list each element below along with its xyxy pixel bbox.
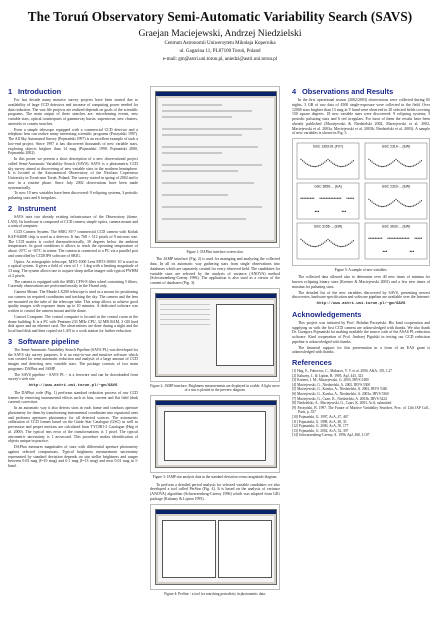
light-curve-point: [327, 198, 328, 199]
light-curve-point: [343, 166, 344, 167]
figure-2-jamp-screenshot: [150, 288, 280, 382]
section-heading-introduction: 1 Introduction: [8, 87, 62, 96]
light-curve-point: [346, 165, 347, 166]
light-curve-point: [410, 206, 411, 207]
light-curve-point: [346, 245, 347, 246]
light-curve-point: [308, 245, 309, 246]
poster-header: [0, 0, 440, 62]
light-curve-point: [376, 238, 377, 239]
light-curve-point: [372, 161, 373, 162]
light-curve-point: [387, 238, 388, 239]
daphot-window: [155, 91, 277, 243]
paragraph: Camera Mount. The Meade LX200 telescope is used as a mount for positioning our camera on required coordinates and tracking the sky. The camera and the lens are mounted on the tube of the telescope tube. This setup allows to achieve good quality images with exposure times up to 10 minutes. A dedicated software was written to control the camera mount and the dome.: [8, 290, 138, 313]
figure-3-caption: Figure 3: JAMP star analysis data in the standard deviation versus magnitude diagram.: [152, 475, 278, 480]
light-curve-point: [321, 198, 322, 199]
light-curve-point: [391, 238, 392, 239]
reference-item: [2] Kaluzny, J., & Lipton, B. 1995, ApJ, 443, 323: [292, 373, 364, 378]
light-curve-point: [353, 198, 354, 199]
light-curve-point: [410, 166, 411, 167]
periodogram-plot: [162, 520, 216, 578]
window-titlebar: [156, 92, 276, 96]
light-curve-point: [345, 165, 346, 166]
light-curve-point: [342, 211, 343, 212]
light-curve-point: [419, 201, 420, 202]
light-curve-point: [332, 163, 333, 164]
paragraph: To perform a detailed period analysis for selected variable candidates we also developed a tool called PerStar (Fig. 4). It is based on the analysis of variance (ANOVA) algorithm (Schwarzenberg-Czerny 1996) which was adopted from GIG package (Kaluzny & Lipton 1995).: [150, 482, 280, 501]
paragraph: For last decade many massive survey projects have been started due to availability of large CCD detectors and increase of computing power needed for data reduction. The vast file projects are realized depends on goals of the scientific programs. The main output of these searches are: microlensing events, new variable stars, optical counterparts of gamma-ray bursts, supernovae, new clusters, asteroids or comets searches.: [8, 98, 138, 126]
reference-item: [1] Høg, E., Fabricius, C., Makarov, V. V. et al. 2000, A&A, 355, L27: [292, 369, 392, 374]
light-curve-point: [381, 238, 382, 239]
light-curve-point: [373, 163, 374, 164]
paragraph: Even a simple telescope equipped with a commercial CCD detector and a telephoto lens can realize many interesting scientific programs (Paczyński 1997). The All Sky Automated Survey (Pojmański 1997) is an excellent example of such a low-end project. Since 1997 it has discovered thousands of new variable stars, exploring objects brighter than 14 mag (Pojmański 1998, Pojmański 2000, Pojmański 2002).: [8, 127, 138, 156]
phased-light-curve: [218, 520, 272, 578]
reference-item: [10] Pojmański, G. 1997, AcA, 47, 467: [292, 414, 349, 419]
light-curve-point: [397, 238, 398, 239]
light-curve-point: [391, 203, 392, 204]
light-curve-point: [337, 198, 338, 199]
light-curve-point: [380, 166, 381, 167]
paragraph: Control Computer. The control computer is located in the control room in the dome building. It is a PC with Pentium 233 MHz CPU, 32 MB RAM, 3 GB hard disk space and an ethernet card. The observations are done during a night and the local hard disk and then copied via LAN to a work station for further reduction.: [8, 314, 138, 333]
light-curve-point: [339, 166, 340, 167]
light-curve-point: [421, 200, 422, 201]
light-curve-point: [305, 243, 306, 244]
light-curve-point: [350, 243, 351, 244]
light-curve-point: [348, 244, 349, 245]
light-curve-point: [370, 238, 371, 239]
light-curve-point: [316, 246, 317, 247]
light-curve-point: [340, 246, 341, 247]
light-curve-point: [327, 159, 328, 160]
light-curve-point: [353, 240, 354, 241]
light-curve-point: [407, 238, 408, 239]
light-curve-point: [419, 238, 420, 239]
light-curve-point: [308, 198, 309, 199]
light-curve-point: [313, 198, 314, 199]
perstar-window: [155, 509, 277, 585]
light-curve-point: [310, 165, 311, 166]
light-curve-point: [408, 238, 409, 239]
light-curve-point: [376, 165, 377, 166]
figure-1-daphot-screenshot: [150, 86, 280, 248]
light-curve-point: [300, 239, 301, 240]
light-curve-point: [342, 246, 343, 247]
light-curve-point: [310, 198, 311, 199]
light-curve-point: [380, 238, 381, 239]
light-curve-point: [399, 201, 400, 202]
light-curve-point: [407, 206, 408, 207]
light-curve-point: [310, 245, 311, 246]
light-curve-point: [407, 166, 408, 167]
light-curve-point: [391, 163, 392, 164]
light-curve-point: [346, 198, 347, 199]
light-curve-point: [375, 164, 376, 165]
light-curve-point: [386, 165, 387, 166]
light-curve-point: [413, 165, 414, 166]
light-curve-point: [405, 238, 406, 239]
light-curve-point: [389, 164, 390, 165]
light-curve-point: [414, 205, 415, 206]
light-curve-point: [370, 160, 371, 161]
light-curve-point: [421, 160, 422, 161]
affiliation-line-1: Centrum Astronomii Uniwersytetu Mikołaja Kopernika: [164, 41, 276, 46]
paragraph: The DAPhot code (Fig. 1) performs standard reduction process of raw CCD frames by removing instrumental effects such as bias, current and flat field (dark current) correction.: [8, 390, 138, 405]
light-curve-point: [318, 245, 319, 246]
affiliation-line-3: e-mail: gm@astri.uni.torun.pl, aniedzi@astri.uni.torun.pl: [162, 57, 278, 62]
light-curve-label: GSC 3156-... (EW): [313, 224, 343, 229]
light-curve-point: [305, 198, 306, 199]
jamp-analysis-window: [155, 400, 277, 468]
authors: Graejan Maciejewski, Andrzej Niedzielski: [138, 28, 302, 39]
light-curve-label: GSC 3632-... (EW): [381, 224, 411, 229]
light-curve-point: [343, 246, 344, 247]
light-curve-point: [312, 198, 313, 199]
light-curve-point: [416, 238, 417, 239]
light-curve-point: [313, 166, 314, 167]
light-curve-point: [340, 198, 341, 199]
figure-3-jamp-analysis: [150, 395, 280, 473]
light-curve-point: [350, 198, 351, 199]
reference-item: [9] Paczyński, B. 1997, The Future of Massive Variability Searches, Proc. of 12th IAP Coll., Paris, p. 357: [292, 405, 430, 415]
paragraph: The detailed list of the new variables discovered by SAVS, presenting newest discoveries, hardware specification and software pipeline are available over the Internet:: [292, 290, 430, 300]
light-curve-point: [395, 199, 396, 200]
figure-5-variable-light-curves: [292, 138, 430, 266]
light-curve-point: [421, 238, 422, 239]
light-curve-point: [305, 163, 306, 164]
light-curve-point: [339, 246, 340, 247]
light-curve-point: [315, 246, 316, 247]
reference-item: [4] Maciejewski, G., Niedzielski, A. 2002, IBVS 5300: [292, 382, 371, 387]
light-curve-point: [403, 165, 404, 166]
light-curve-point: [326, 160, 327, 161]
light-curve-point: [348, 198, 349, 199]
light-curve-point: [383, 166, 384, 167]
light-curve-point: [302, 160, 303, 161]
reference-item: [7] Maciejewski, G., Czart, K., Niedzielski, A. 2003b, IBVS 5424: [292, 396, 387, 401]
column-1: [8, 84, 138, 616]
light-curve-point: [383, 251, 384, 252]
light-curve-point: [394, 200, 395, 201]
light-curve-grid: [293, 139, 429, 263]
light-curve-point: [313, 246, 314, 247]
paragraph: In an automatic way it also detects stars in each frame and conducts aperture photometry for them by transforming instrumental coordinates into equatorial ones and performs apertures photometry for all detected sources. The astrometric calibration of CCD frames based on the Guide Star Catalogue (GSC) as well as precession and proper motions are calculated from TYCHO-2 Catalogue (Høg et al. 2000). The typical rms error of the transformations is 1 pixel. The typical astrometric uncertainty is 1 arcsecond. This procedure makes identification of objects unique in practice.: [8, 406, 138, 444]
light-curve-point: [414, 238, 415, 239]
figure-4-perstar-screenshot: [150, 504, 280, 590]
light-curve-point: [394, 160, 395, 161]
affiliation-line-2: ul. Gagarina 11, PL87100 Toruń, Poland: [179, 49, 261, 54]
light-curve-point: [331, 241, 332, 242]
light-curve-point: [351, 198, 352, 199]
light-curve-point: [337, 165, 338, 166]
paragraph: In this poster we present a short description of a new observational project called Semi-Automatic Variability Search (SAVS). SAVS is a photometric CCD sky survey aimed at discovering of new variable stars in the northern hemisphere. It is located at the Astronomical Observatory of the Nicolaus Copernicus University in Toruń near Toruń, Poland. The survey started in spring of 2002 and is now in a routine phase. Since July 2002 observations have been made systematically.: [8, 157, 138, 190]
light-curve-point: [411, 251, 412, 252]
light-curve-point: [312, 166, 313, 167]
light-curve-point: [368, 238, 369, 239]
light-curve-point: [318, 211, 319, 212]
light-curve-point: [345, 211, 346, 212]
light-curve-point: [400, 203, 401, 204]
light-curve-point: [302, 240, 303, 241]
light-curve-point: [368, 159, 369, 160]
reference-item: [12] Pojmański, G. 2000, AcA, 50, 177: [292, 424, 349, 429]
light-curve-point: [408, 166, 409, 167]
light-curve-point: [395, 159, 396, 160]
light-curve-point: [375, 238, 376, 239]
paragraph: The camera is equipped with the SBIG CFW-8 filter wheel containing 5 filters. Currently observations are performed mostly in the I-band only.: [8, 279, 138, 289]
light-curve-point: [323, 243, 324, 244]
light-curve-point: [400, 163, 401, 164]
light-curve-point: [397, 200, 398, 201]
light-curve-point: [318, 165, 319, 166]
figure-5-caption: Figure 5: A sample of new variables.: [334, 268, 388, 272]
light-curve-point: [375, 204, 376, 205]
light-curve-point: [389, 238, 390, 239]
light-curve-point: [308, 165, 309, 166]
light-curve-point: [304, 198, 305, 199]
light-curve-point: [414, 165, 415, 166]
light-curve-point: [326, 198, 327, 199]
reference-list: [292, 369, 430, 438]
window-body: [158, 98, 274, 240]
light-curve-point: [418, 163, 419, 164]
light-curve-point: [324, 198, 325, 199]
light-curve-point: [331, 161, 332, 162]
light-curve-point: [381, 206, 382, 207]
light-curve-label: GSC 3656-... (EA): [314, 184, 342, 189]
light-curve-point: [329, 240, 330, 241]
light-curve-point: [380, 206, 381, 207]
reference-item: [6] Maciejewski, G., Karska, A., Niedzielski, A. 2003a, IBVS 5360: [292, 392, 389, 397]
light-curve-point: [351, 161, 352, 162]
paragraph: SAVS uses two already existing infrastructure of the Observatory (dome, LAN). Its hardware is composed of CCD camera, simple optics, camera mount and a control computer.: [8, 214, 138, 229]
light-curve-point: [416, 164, 417, 165]
light-curve-point: [335, 245, 336, 246]
light-curve-point: [315, 166, 316, 167]
light-curve-point: [378, 238, 379, 239]
paragraph: The financial support for this presentation in a form of an EAS grant is acknowledged with thanks.: [292, 345, 430, 355]
light-curve-point: [335, 198, 336, 199]
sigma-magnitude-plot: [164, 411, 266, 461]
column-2: [150, 84, 280, 616]
light-curve-point: [329, 198, 330, 199]
reference-item: [14] Schwarzenberg-Czerny, A. 1996, ApJ, 460, L107: [292, 433, 370, 438]
light-curve-point: [419, 161, 420, 162]
light-curve-point: [411, 206, 412, 207]
light-curve-point: [332, 198, 333, 199]
light-curve-point: [321, 164, 322, 165]
light-curve-point: [334, 244, 335, 245]
poster-title: The Toruń Observatory Semi-Automatic Variability Search (SAVS): [27, 9, 413, 24]
light-curve-point: [402, 204, 403, 205]
light-curve-point: [350, 163, 351, 164]
light-curve-label: GSC 1393-01 (FX?): [312, 144, 344, 149]
light-curve-point: [353, 160, 354, 161]
light-curve-point: [399, 161, 400, 162]
light-curve-point: [386, 251, 387, 252]
light-curve-point: [329, 160, 330, 161]
light-curve-point: [300, 198, 301, 199]
paragraph: The Semi-Automatic Variability Search Pipeline (SAVS PL) was developed for the SAVS sky survey purposes. It is an easy-to-use and intuitive software which was created for semi-automatic reduction and analysis of a large amount of CCD images and detecting new variable stars. The package consists of two main programs: DAPhot and JAMP.: [8, 347, 138, 371]
light-curve-point: [323, 198, 324, 199]
light-curve-point: [384, 206, 385, 207]
light-curve-point: [405, 205, 406, 206]
light-curve-point: [383, 206, 384, 207]
light-curve-point: [389, 204, 390, 205]
light-curve-point: [327, 239, 328, 240]
light-curve-preview: [216, 304, 274, 366]
light-curve-point: [304, 241, 305, 242]
figure-1-caption: Figure 1: DAPhot interface screen shot.: [186, 250, 244, 254]
light-curve-point: [323, 163, 324, 164]
light-curve-point: [334, 198, 335, 199]
light-curve-point: [324, 241, 325, 242]
light-curve-point: [300, 159, 301, 160]
paragraph: The JAMP interface (Fig. 2) is used for managing and analyzing the collected data. In all its automatic way gathering stars from single observations into databases which are separately created for every observed field. The candidates for variable stars are selected by the analysis of variance (ANOVA) method (Schwarzenberg-Czerny 1996). The application is also used as a viewer of the content of databases (Fig. 3).: [150, 257, 280, 286]
light-curve-point: [372, 238, 373, 239]
light-curve-point: [319, 165, 320, 166]
website-url[interactable]: http://www.astri.uni.torun.pl/~gm/SAVS: [316, 302, 406, 307]
light-curve-point: [307, 244, 308, 245]
light-curve-point: [378, 205, 379, 206]
light-curve-point: [403, 205, 404, 206]
light-curve-point: [387, 165, 388, 166]
reference-item: [3] Kreiner, J. M., Maciejewski, G. 2003, IBVS 5480: [292, 378, 369, 383]
paragraph: To now 10 new variables have been discovered: 9 eclipsing systems, 3 periodic pulsating stars and 6 irregulars.: [8, 191, 138, 200]
light-curve-point: [373, 238, 374, 239]
light-curve-point: [342, 166, 343, 167]
light-curve-point: [399, 238, 400, 239]
light-curve-point: [324, 161, 325, 162]
light-curve-point: [337, 245, 338, 246]
website-url[interactable]: http://www.astri.uni.torun.pl/~gm/SAVS: [28, 384, 118, 388]
paragraph: In the first operational season (2002/2003) observations were collected during 65 nights. 3 GB of raw data of 4500 single-exposure were collected in the field. Over 12000 stars brighter than 13 mag in V band were observed in 20 selected fields covering 150 square degrees. 18 new variable stars were discovered: 9 eclipsing systems, 3 periodic pulsating stars and 6 red irregulars. For most of them the results have been already published (Maciejewski & Niedzielski 2002, Maciejewski et al. 2002, Maciejewski et al. 2003a, Maciejewski et al. 2003b, Niedzielski et al. 2003). A sample of new variables is shown in Fig. 5.: [292, 98, 430, 136]
light-curve-point: [413, 251, 414, 252]
paragraph: CCD Camera System. The SBIG ST-7 commercial CCD camera with Kodak KAF-0400E chip is used as a detector. It has 768 × 512 pixels of 9 microns size. The CCD matrix is cooled thermoelectrically, 30 degrees below the ambient temperature. In good conditions it allows to reach the operating temperature of about -25°C or -30°C in winter. The camera is connected to a PC via a parallel port and controlled by CCDOPS software of SBIG.: [8, 230, 138, 258]
light-curve-point: [319, 245, 320, 246]
light-curve-point: [315, 211, 316, 212]
light-curve-point: [418, 203, 419, 204]
light-curve-point: [402, 164, 403, 165]
light-curve-point: [351, 241, 352, 242]
light-curve-point: [370, 200, 371, 201]
light-curve-point: [332, 243, 333, 244]
light-curve-point: [373, 203, 374, 204]
light-curve-point: [302, 198, 303, 199]
light-curve-point: [410, 251, 411, 252]
light-curve-point: [392, 161, 393, 162]
light-curve-point: [376, 205, 377, 206]
light-curve-point: [411, 166, 412, 167]
paragraph: This project was initiated by Prof. Bohdan Paczyński. His kind cooperation and supplying us with the first CCD camera are acknowledged with thanks. We also thank Dr. Grzegorz Pojmański for making available the source code of the ASAS PL reduction software. Kind cooperation of Prof. Andrzej Pigulski in testing our CCD reduction pipeline is acknowledged with thanks.: [292, 320, 430, 344]
paragraph: The collected data allowed also to determine over 40 new times of minima for known eclipsing binary stars (Kreiner & Maciejewski 2003) and a few new times of maxima for pulsating stars.: [292, 275, 430, 289]
light-curve-point: [319, 198, 320, 199]
light-curve-point: [397, 160, 398, 161]
paragraph: The SAVS pipeline - SAVS PL - is a freeware and can be downloaded from survey's web site.: [8, 372, 138, 382]
light-curve-label: GSC 2323-... (EW): [381, 184, 411, 189]
light-curve-point: [384, 166, 385, 167]
light-curve-point: [384, 251, 385, 252]
light-curve-point: [378, 165, 379, 166]
figure-2-caption: Figure 2: JAMP interface. Brightness measurements are displayed in a table. A light curve of a star is plotted in the preview diagram.: [150, 383, 280, 393]
light-curve-point: [394, 238, 395, 239]
column-3: [292, 84, 430, 616]
light-curve-point: [392, 201, 393, 202]
reference-item: [8] Niedzielski, A., Maciejewski, G., Czart, K. 2003, AcA, submitted: [292, 401, 392, 406]
paragraph: DAPhot measures magnitudes of stars with differential aperture photometry against selected comparisons. Typical brightness measurement uncertainty represented by standard deviation depends on star stellar brightness and ranges between 0.03 mag (I=10 mag) and 0.1 mag (I=13 mag) and near 0.01 mag in I-band.: [8, 445, 138, 468]
light-curve-point: [331, 198, 332, 199]
reference-item: [5] Maciejewski, G., Karska, A., Niedzielski, A. 2002, IBVS 5346: [292, 387, 388, 392]
light-curve-point: [321, 244, 322, 245]
light-curve-point: [334, 164, 335, 165]
light-curve-point: [343, 211, 344, 212]
light-curve-point: [413, 205, 414, 206]
light-curve-point: [386, 205, 387, 206]
paragraph: Optics. As astrographic telescope, MTO-1000 Lens MTO-1000/f 10 is used as a optical system. It gives a field of view of 1 × 1 deg with a limiting magnitude of 13 mag. The system allows one to acquire sharp stellar images with typical FWHM of 2 pixels.: [8, 259, 138, 278]
light-curve-point: [316, 166, 317, 167]
light-curve-point: [304, 161, 305, 162]
light-curve-point: [326, 240, 327, 241]
section-heading-observations: 4 Observations and Results: [292, 87, 394, 96]
light-curve-point: [395, 238, 396, 239]
light-curve-point: [340, 166, 341, 167]
light-curve-point: [418, 238, 419, 239]
light-curve-point: [387, 205, 388, 206]
light-curve-point: [307, 198, 308, 199]
light-curve-label: GSC 2314-... (EW): [381, 144, 411, 149]
light-curve-point: [416, 204, 417, 205]
light-curve-point: [392, 238, 393, 239]
light-curve-point: [372, 201, 373, 202]
light-curve-point: [307, 164, 308, 165]
section-heading-software: 3 Software pipeline: [8, 336, 80, 346]
light-curve-point: [316, 211, 317, 212]
light-curve-point: [339, 198, 340, 199]
light-curve-point: [381, 166, 382, 167]
light-curve-point: [400, 238, 401, 239]
jamp-window: [155, 293, 277, 377]
figure-4-caption: Figure 4: PerStar - a tool for searching periodicity in photometric data.: [164, 591, 266, 596]
reference-item: [13] Pojmański, G. 2002, AcA, 52, 397: [292, 428, 349, 433]
reference-item: [11] Pojmański, G. 1998, AcA, 48, 35: [292, 419, 347, 424]
section-heading-acknowledgements: Acknowledgements: [292, 309, 362, 319]
light-curve-point: [368, 199, 369, 200]
section-heading-references: References: [292, 358, 332, 368]
section-heading-instrument: 2 Instrument: [8, 203, 57, 213]
light-curve-point: [348, 164, 349, 165]
light-curve-point: [345, 245, 346, 246]
light-curve-point: [402, 238, 403, 239]
light-curve-point: [312, 246, 313, 247]
light-curve-point: [335, 165, 336, 166]
light-curve-point: [403, 238, 404, 239]
light-curve-point: [405, 165, 406, 166]
light-curve-point: [408, 206, 409, 207]
